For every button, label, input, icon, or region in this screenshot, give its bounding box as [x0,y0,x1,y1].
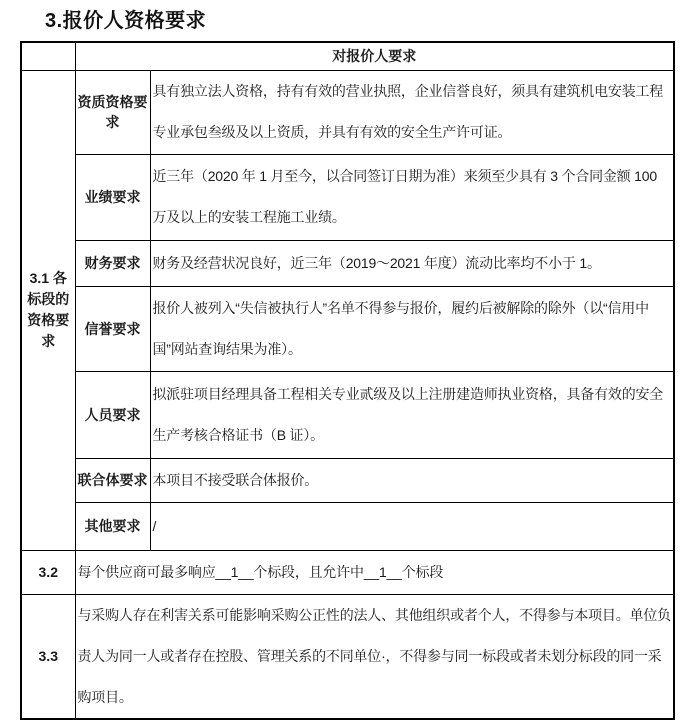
table-row-performance [21,154,674,240]
table-row-qualification [21,70,674,154]
table-row-other [21,502,674,550]
row-content-personnel: 拟派驻项目经理具备工程相关专业贰级及以上注册建造师执业资格，具备有效的安全生产考核合格证书（B 证）。 [150,371,674,458]
table-row-personnel [21,371,674,458]
row-content-consortium: 本项目不接受联合体报价。 [150,458,674,502]
section-3-2-label: 3.2 [21,550,75,594]
qualification-requirements-table [20,41,675,720]
table-header-label: 对报价人要求 [75,42,674,70]
row-content-other: / [150,502,674,550]
section-3-3-label: 3.3 [21,594,75,719]
section-3-3-content: 与采购人存在利害关系可能影响采购公正性的法人、其他组织或者个人，不得参与本项目。单位负责人为同一人或者存在控股、管理关系的不同单位·，不得参与同一标段或者未划分标段的同一采购项目。 [75,594,674,719]
table-row-consortium [21,458,674,502]
table-header-row [21,42,674,70]
page-title: 3.报价人资格要求 [45,10,207,32]
header-empty-cell [21,42,75,70]
row-label-personnel: 人员要求 [75,371,150,458]
row-label-consortium: 联合体要求 [75,458,150,502]
row-label-qualification: 资质资格要求 [75,70,150,154]
row-label-other: 其他要求 [75,502,150,550]
row-label-finance: 财务要求 [75,240,150,286]
row-label-performance: 业绩要求 [75,154,150,240]
section-3-2-content: 每个供应商可最多响应__1__个标段，且允许中__1__个标段 [75,550,674,594]
table-row-3-2 [21,550,674,594]
row-content-qualification: 具有独立法人资格，持有有效的营业执照，企业信誉良好，须具有建筑机电安装工程专业承包叁级及以上资质，并具有有效的安全生产许可证。 [150,70,674,154]
table-row-finance [21,240,674,286]
row-content-finance: 财务及经营状况良好，近三年（2019～2021 年度）流动比率均不小于 1。 [150,240,674,286]
row-content-credit: 报价人被列入“失信被执行人”名单不得参与报价，履约后被解除的除外（以“信用中国”网站查询结果为准）。 [150,286,674,371]
section-3-1-label: 3.1 各标段的资格要求 [21,70,75,550]
row-label-credit: 信誉要求 [75,286,150,371]
row-content-performance: 近三年（2020 年 1 月至今，以合同签订日期为准）来须至少具有 3 个合同金额 100 万及以上的安装工程施工业绩。 [150,154,674,240]
table-row-credit [21,286,674,371]
table-row-3-3 [21,594,674,719]
